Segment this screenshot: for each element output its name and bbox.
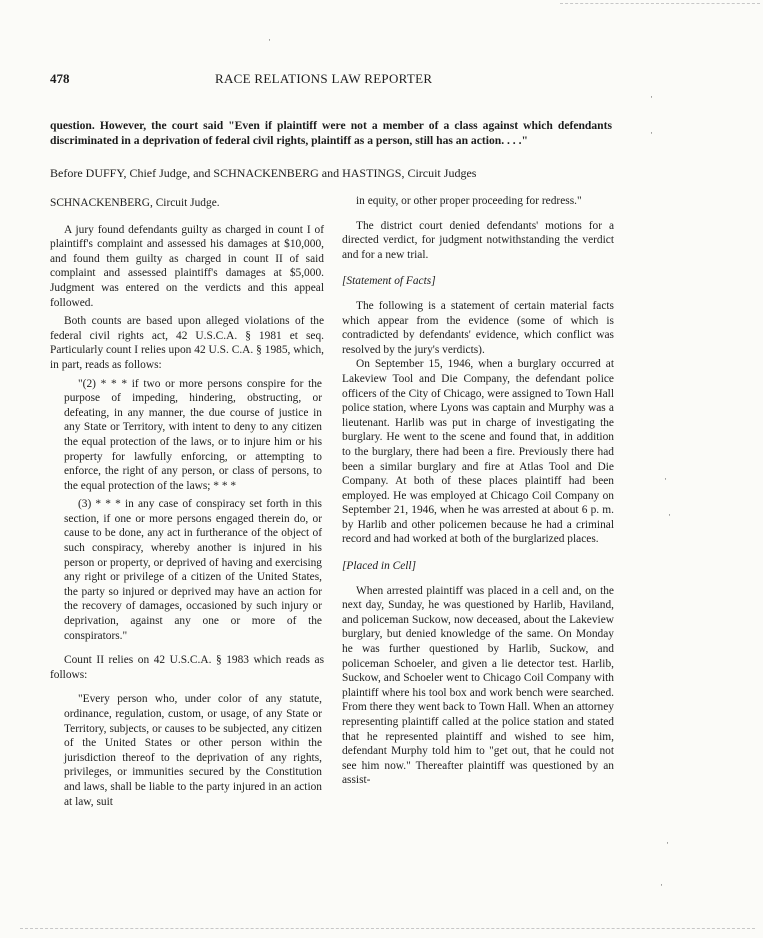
scan-speck: · xyxy=(664,474,667,484)
opinion-paragraph-2: Both counts are based upon alleged violations of the federal civil rights act, 42 U.S.C.A. § 1981 et seq. Particularly count I relies upon 42 U.S. C.A. § 1985, which, in part, reads as follows: xyxy=(50,315,324,371)
statute-quote-1985-3: (3) * * * in any case of conspiracy set forth in this section, if one or more persons engaged therein do, or cause to be done, any act in furtherance of the object of such conspiracy, whereby another is injured in his person or property, or deprived of having and exercising any right or privilege of a citizen of the United States, the party so injured or deprived may have an action for the recovery of damages, occasioned by such injury or deprivation, against any one or more of the conspirators." xyxy=(64,498,322,642)
scan-speck: · xyxy=(650,128,653,138)
bottom-edge-line xyxy=(20,928,755,929)
statute-quote-1985-2: "(2) * * * if two or more persons conspire for the purpose of impeding, hindering, obstructing, or defeating, in any manner, the due course of justice in any State or Territory, with intent to deny to any citizen the equal protection of the laws, or to injure him or his property for lawfully enforcing, or attempting to enforce, the right of any person, or class of persons, to the equal protection of the laws; * * * xyxy=(64,377,322,492)
bench-line: Before DUFFY, Chief Judge, and SCHNACKENBERG and HASTINGS, Circuit Judges xyxy=(50,166,477,180)
opinion-paragraph-7: When arrested plaintiff was placed in a cell and, on the next day, Sunday, he was questioned by Harlib, Haviland, and policeman Suckow, now deceased, about the Lakeview burglary, but denied knowledge of the same. On Monday he was further questioned by Harlib, Suckow, and policeman Schoeler, and given a lie detector test. Harlib, Suckow, and Schoeler went to Chicago Coil Company with plaintiff where his tool box and work bench were searched. From there they went back to Town Hall. When an attorney representing plaintiff called at the police station and stated that he represented plaintiff and wished to see him, defendant Murphy told him to "get out, that he could not see him now." Thereafter plaintiff was questioned by an assist- xyxy=(342,584,614,787)
page-number: 478 xyxy=(50,71,70,86)
running-title: RACE RELATIONS LAW REPORTER xyxy=(215,71,433,86)
opinion-paragraph-4: The district court denied defendants' motions for a directed verdict, for judgment notwithstanding the verdict and for a new trial. xyxy=(342,219,614,261)
left-column xyxy=(50,196,324,809)
opinion-paragraph-6: On September 15, 1946, when a burglary occurred at Lakeview Tool and Die Company, the defendant police officers of the City of Chicago, were assigned to Town Hall police station, where Lyons was captain and Murphy was a lieutenant. Harlib was put in charge of investigating the burglary. He went to the scene and found that, in addition to the burglary, there had been a fire. Previously there had been a similar burglary and fire at Atlas Tool and Die Company. At both of these places plaintiff had been employed. He was employed at Chicago Coil Company on September 21, 1946, when he was arrested at about 6 p. m. by Harlib and other policemen because he had a criminal record and had worked at both of the burglarized places. xyxy=(342,358,614,546)
judge-name: SCHNACKENBERG, Circuit Judge. xyxy=(50,197,220,209)
opinion-paragraph-5: The following is a statement of certain material facts which appear from the evidence (some of which is contradicted by defendants' evidence, which conflict was resolved by the jury's verdicts). xyxy=(342,299,614,356)
right-column xyxy=(342,194,614,788)
section-heading-cell: [Placed in Cell] xyxy=(342,560,417,573)
section-heading-facts: [Statement of Facts] xyxy=(342,275,436,288)
summary-paragraph: question. However, the court said "Even if plaintiff were not a member of a class against which defendants discriminated in a deprivation of federal civil rights, plaintiff as a person, still has an action. . . ." xyxy=(50,119,612,147)
statute-quote-continuation: in equity, or other proper proceeding for redress." xyxy=(356,195,582,207)
opinion-paragraph-3: Count II relies on 42 U.S.C.A. § 1983 which reads as follows: xyxy=(50,654,324,681)
scan-speck: · xyxy=(668,510,671,520)
running-header xyxy=(50,71,650,89)
scan-speck: · xyxy=(660,880,663,890)
opinion-paragraph-1: A jury found defendants guilty as charged in count I of plaintiff's complaint and assessed his damages at $10,000, and found them guilty as charged in count II of said complaint and assessed plaintiff's damages at $5,000. Judgment was entered on the verdicts and this appeal followed. xyxy=(50,223,324,309)
statute-quote-1983: "Every person who, under color of any statute, ordinance, regulation, custom, or usage, of any State or Territory, subjects, or causes to be subjected, any citizen of the United States or other person within the jurisdiction thereof to the deprivation of any rights, privileges, or immunities secured by the Constitution and laws, shall be liable to the party injured in an action at law, suit xyxy=(64,693,322,808)
top-edge-line xyxy=(560,3,760,4)
scan-speck: · xyxy=(650,92,653,102)
scan-speck: · xyxy=(666,838,669,848)
scan-speck: · xyxy=(268,35,271,45)
